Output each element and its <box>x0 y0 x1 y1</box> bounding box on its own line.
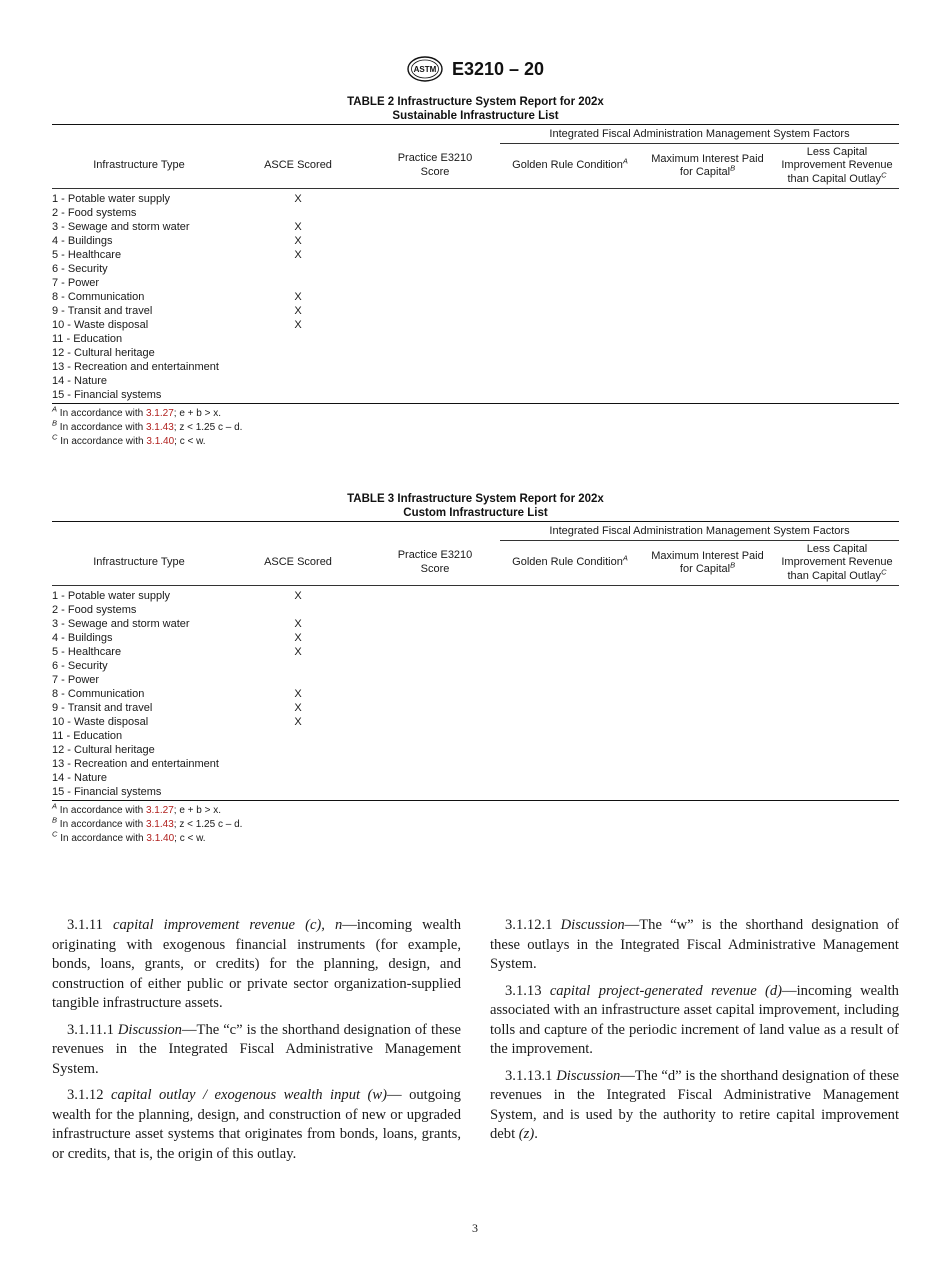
table-row <box>52 318 899 332</box>
table-row <box>52 374 899 388</box>
empty-cell <box>775 771 899 785</box>
empty-cell <box>640 631 775 645</box>
empty-cell <box>640 659 775 673</box>
empty-cell <box>500 374 640 388</box>
infrastructure-type-cell: 8 - Communication <box>52 291 145 303</box>
empty-cell <box>775 729 899 743</box>
empty-cell <box>640 318 775 332</box>
body-column-right <box>490 916 899 1152</box>
empty-cell <box>500 586 640 604</box>
empty-cell <box>640 189 775 207</box>
empty-cell <box>775 332 899 346</box>
empty-cell <box>500 673 640 687</box>
empty-cell <box>775 276 899 290</box>
empty-cell <box>500 645 640 659</box>
empty-cell <box>500 290 640 304</box>
empty-cell <box>500 603 640 617</box>
empty-cell <box>500 687 640 701</box>
empty-cell <box>775 346 899 360</box>
table-row <box>52 785 899 801</box>
standard-designation: E3210 – 20 <box>451 58 545 79</box>
infrastructure-type-cell: 14 - Nature <box>52 375 108 387</box>
table-title: TABLE 2 Infrastructure System Report for 202x <box>347 96 604 108</box>
empty-cell <box>640 374 775 388</box>
infrastructure-type-cell: 5 - Healthcare <box>52 249 122 261</box>
empty-cell <box>500 234 640 248</box>
table-row <box>52 715 899 729</box>
discussion-3-1-13-1: 3.1.13.1 Discussion—The “d” is the shorthand designation of these revenues in the Integrated Fiscal Administrative Management System, and is used by the authority to retire capital improvement debt (z). <box>490 1067 899 1142</box>
empty-cell <box>640 673 775 687</box>
empty-cell <box>640 360 775 374</box>
empty-cell <box>500 360 640 374</box>
empty-cell <box>370 757 500 771</box>
infrastructure-type-cell: 9 - Transit and travel <box>52 702 153 714</box>
report-table <box>52 521 899 801</box>
footnote: $^B$ In accordance with 3.1.43; z < 1.25 c – d. <box>52 815 243 830</box>
empty-cell <box>370 771 500 785</box>
footnote: $^C$ In accordance with 3.1.40; c < w. <box>52 432 206 447</box>
empty-cell <box>640 701 775 715</box>
table-row <box>52 586 899 604</box>
empty-cell <box>370 687 500 701</box>
col-golden-rule: Golden Rule Condition$^A$ <box>500 144 640 189</box>
table-row <box>52 743 899 757</box>
empty-cell <box>500 276 640 290</box>
table-row <box>52 304 899 318</box>
table-row <box>52 603 899 617</box>
empty-cell <box>775 603 899 617</box>
empty-cell <box>640 687 775 701</box>
asce-scored-cell: X <box>294 646 302 658</box>
empty-cell <box>640 617 775 631</box>
empty-cell <box>370 374 500 388</box>
asce-scored-cell <box>226 374 370 388</box>
asce-scored-cell <box>226 659 370 673</box>
empty-cell <box>500 248 640 262</box>
empty-cell <box>640 206 775 220</box>
asce-scored-cell: X <box>294 716 302 728</box>
empty-cell <box>370 189 500 207</box>
empty-cell <box>640 262 775 276</box>
table-row <box>52 659 899 673</box>
asce-scored-cell: X <box>294 618 302 630</box>
empty-cell <box>500 318 640 332</box>
group-header: Integrated Fiscal Administration Management System Factors <box>500 125 899 144</box>
table-row <box>52 332 899 346</box>
empty-cell <box>500 388 640 404</box>
section-reference-link[interactable]: 3.1.43 <box>145 422 174 433</box>
empty-cell <box>370 701 500 715</box>
infrastructure-type-cell: 2 - Food systems <box>52 604 137 616</box>
empty-cell <box>500 659 640 673</box>
col-practice-score: Practice E3210 Score <box>370 541 500 586</box>
table-row <box>52 248 899 262</box>
report-table <box>52 124 899 404</box>
discussion-3-1-12-1: 3.1.12.1 Discussion—The “w” is the shorthand designation of these outlays in the Integrated Fiscal Administrative Management System. <box>490 917 900 972</box>
infrastructure-type-cell: 7 - Power <box>52 674 100 686</box>
asce-scored-cell <box>226 206 370 220</box>
table-row <box>52 729 899 743</box>
empty-cell <box>500 332 640 346</box>
infrastructure-type-cell: 6 - Security <box>52 660 108 672</box>
table-row <box>52 645 899 659</box>
empty-cell <box>370 304 500 318</box>
table-row <box>52 360 899 374</box>
asce-scored-cell <box>226 332 370 346</box>
empty-cell <box>370 715 500 729</box>
table-row <box>52 276 899 290</box>
table-row <box>52 346 899 360</box>
empty-cell <box>640 388 775 404</box>
empty-cell <box>775 673 899 687</box>
empty-cell <box>640 771 775 785</box>
empty-cell <box>500 189 640 207</box>
section-reference-link[interactable]: 3.1.27 <box>145 408 174 419</box>
infrastructure-type-cell: 4 - Buildings <box>52 235 113 247</box>
table-footnotes <box>52 801 899 846</box>
table-row <box>52 771 899 785</box>
table-2 <box>52 95 899 449</box>
empty-cell <box>775 304 899 318</box>
group-header: Integrated Fiscal Administration Management System Factors <box>500 522 899 541</box>
asce-scored-cell <box>226 346 370 360</box>
infrastructure-type-cell: 15 - Financial systems <box>52 786 162 798</box>
empty-cell <box>775 757 899 771</box>
infrastructure-type-cell: 3 - Sewage and storm water <box>52 618 190 630</box>
empty-cell <box>775 631 899 645</box>
col-less-capital: Less Capital Improvement Revenue than Capital Outlay$^C$ <box>775 144 899 189</box>
empty-cell <box>370 743 500 757</box>
footnote: $^A$ In accordance with 3.1.27; e + b > x. <box>52 404 222 419</box>
definition-3-1-11: 3.1.11 capital improvement revenue (c), n—incoming wealth originating with exogenous financial instruments (for example, bonds, loans, grants, or credits) for the planning, design, and construction of either public or private sector organization-supplied tangible infrastructure assets. <box>52 917 461 1011</box>
table-row <box>52 234 899 248</box>
table-row <box>52 757 899 771</box>
table-subtitle: Sustainable Infrastructure List <box>392 110 559 122</box>
empty-cell <box>640 729 775 743</box>
asce-scored-cell <box>226 785 370 801</box>
asce-scored-cell <box>226 771 370 785</box>
infrastructure-type-cell: 12 - Cultural heritage <box>52 347 155 359</box>
page-number: 3 <box>472 1221 478 1235</box>
asce-scored-cell: X <box>294 702 302 714</box>
table-row <box>52 617 899 631</box>
section-reference-link[interactable]: 3.1.27 <box>145 805 174 816</box>
infrastructure-type-cell: 14 - Nature <box>52 772 108 784</box>
table-row <box>52 701 899 715</box>
asce-scored-cell: X <box>294 319 302 331</box>
col-max-interest: Maximum Interest Paid for Capital$^B$ <box>640 541 775 586</box>
asce-scored-cell: X <box>294 193 302 205</box>
infrastructure-type-cell: 11 - Education <box>52 333 123 345</box>
empty-cell <box>370 262 500 276</box>
empty-cell <box>775 248 899 262</box>
empty-cell <box>500 715 640 729</box>
infrastructure-type-cell: 15 - Financial systems <box>52 389 162 401</box>
empty-cell <box>640 248 775 262</box>
table-row <box>52 673 899 687</box>
table-title: TABLE 3 Infrastructure System Report for 202x <box>347 493 604 505</box>
empty-cell <box>370 318 500 332</box>
empty-cell <box>775 743 899 757</box>
empty-cell <box>775 206 899 220</box>
empty-cell <box>370 729 500 743</box>
col-asce-scored: ASCE Scored <box>226 541 370 586</box>
asce-scored-cell: X <box>294 249 302 261</box>
col-golden-rule: Golden Rule Condition$^A$ <box>500 541 640 586</box>
table-row <box>52 220 899 234</box>
table-row <box>52 631 899 645</box>
table-row <box>52 262 899 276</box>
empty-cell <box>500 743 640 757</box>
empty-cell <box>775 388 899 404</box>
empty-cell <box>370 631 500 645</box>
empty-cell <box>500 262 640 276</box>
col-max-interest: Maximum Interest Paid for Capital$^B$ <box>640 144 775 189</box>
footnote: $^A$ In accordance with 3.1.27; e + b > x. <box>52 801 222 816</box>
asce-scored-cell: X <box>294 590 302 602</box>
empty-cell <box>370 220 500 234</box>
infrastructure-type-cell: 13 - Recreation and entertainment <box>52 361 219 373</box>
astm-logo-icon <box>406 56 444 82</box>
definition-3-1-12: 3.1.12 capital outlay / exogenous wealth input (w)— outgoing wealth for the planning, design, and construction of new or upgraded infrastructure asset systems that originates from bonds, loans, grants, or credits, that is, the origin of this outlay. <box>52 1087 461 1162</box>
col-infrastructure-type: Infrastructure Type <box>52 541 226 586</box>
empty-cell <box>370 332 500 346</box>
empty-cell <box>640 234 775 248</box>
infrastructure-type-cell: 2 - Food systems <box>52 207 137 219</box>
asce-scored-cell <box>226 262 370 276</box>
infrastructure-type-cell: 6 - Security <box>52 263 108 275</box>
table-row <box>52 388 899 404</box>
empty-cell <box>370 206 500 220</box>
empty-cell <box>640 785 775 801</box>
empty-cell <box>640 332 775 346</box>
empty-cell <box>500 771 640 785</box>
asce-scored-cell <box>226 603 370 617</box>
empty-cell <box>775 617 899 631</box>
infrastructure-type-cell: 1 - Potable water supply <box>52 590 171 602</box>
empty-cell <box>370 603 500 617</box>
empty-cell <box>775 586 899 604</box>
infrastructure-type-cell: 5 - Healthcare <box>52 646 122 658</box>
infrastructure-type-cell: 9 - Transit and travel <box>52 305 153 317</box>
empty-cell <box>500 304 640 318</box>
infrastructure-type-cell: 7 - Power <box>52 277 100 289</box>
empty-cell <box>500 617 640 631</box>
infrastructure-type-cell: 4 - Buildings <box>52 632 113 644</box>
empty-cell <box>775 715 899 729</box>
empty-cell <box>370 234 500 248</box>
asce-scored-cell: X <box>294 221 302 233</box>
asce-scored-cell: X <box>294 291 302 303</box>
body-column-left <box>52 916 461 1171</box>
infrastructure-type-cell: 11 - Education <box>52 730 123 742</box>
asce-scored-cell <box>226 673 370 687</box>
table-subtitle: Custom Infrastructure List <box>403 507 548 519</box>
infrastructure-type-cell: 13 - Recreation and entertainment <box>52 758 219 770</box>
infrastructure-type-cell: 10 - Waste disposal <box>52 716 149 728</box>
empty-cell <box>775 785 899 801</box>
col-asce-scored: ASCE Scored <box>226 144 370 189</box>
definition-3-1-13: 3.1.13 capital project-generated revenue (d)—incoming wealth associated with an infrastructure asset capital improvement, including tolls and capture of the periodic increment of land value as a result of the improvement. <box>490 982 899 1057</box>
empty-cell <box>775 290 899 304</box>
table-row <box>52 687 899 701</box>
empty-cell <box>640 220 775 234</box>
empty-cell <box>500 785 640 801</box>
empty-cell <box>370 659 500 673</box>
empty-cell <box>640 603 775 617</box>
infrastructure-type-cell: 1 - Potable water supply <box>52 193 171 205</box>
empty-cell <box>640 757 775 771</box>
empty-cell <box>775 360 899 374</box>
empty-cell <box>370 360 500 374</box>
asce-scored-cell <box>226 757 370 771</box>
empty-cell <box>775 645 899 659</box>
table-row <box>52 206 899 220</box>
discussion-3-1-11-1: 3.1.11.1 Discussion—The “c” is the shorthand designation of these revenues in the Integrated Fiscal Administrative Management System. <box>52 1021 462 1077</box>
footnote: $^C$ In accordance with 3.1.40; c < w. <box>52 829 206 844</box>
table-caption <box>52 95 899 123</box>
empty-cell <box>640 743 775 757</box>
section-reference-link[interactable]: 3.1.40 <box>146 833 175 844</box>
asce-scored-cell <box>226 388 370 404</box>
table-row <box>52 189 899 207</box>
empty-cell <box>370 673 500 687</box>
empty-cell <box>775 701 899 715</box>
empty-cell <box>775 220 899 234</box>
empty-cell <box>370 645 500 659</box>
table-footnotes <box>52 404 899 449</box>
table-3 <box>52 492 899 846</box>
empty-cell <box>370 248 500 262</box>
empty-cell <box>370 586 500 604</box>
empty-cell <box>775 659 899 673</box>
col-practice-score: Practice E3210 Score <box>370 144 500 189</box>
asce-scored-cell: X <box>294 632 302 644</box>
infrastructure-type-cell: 8 - Communication <box>52 688 145 700</box>
empty-cell <box>370 276 500 290</box>
empty-cell <box>370 290 500 304</box>
empty-cell <box>640 290 775 304</box>
asce-scored-cell <box>226 729 370 743</box>
col-infrastructure-type: Infrastructure Type <box>52 144 226 189</box>
table-row <box>52 290 899 304</box>
empty-cell <box>500 701 640 715</box>
infrastructure-type-cell: 10 - Waste disposal <box>52 319 149 331</box>
asce-scored-cell: X <box>294 305 302 317</box>
asce-scored-cell: X <box>294 688 302 700</box>
empty-cell <box>500 757 640 771</box>
empty-cell <box>775 374 899 388</box>
section-reference-link[interactable]: 3.1.40 <box>146 436 175 447</box>
empty-cell <box>640 645 775 659</box>
empty-cell <box>640 715 775 729</box>
empty-cell <box>775 318 899 332</box>
empty-cell <box>500 631 640 645</box>
empty-cell <box>775 687 899 701</box>
empty-cell <box>640 346 775 360</box>
empty-cell <box>370 346 500 360</box>
table-caption <box>52 492 899 520</box>
empty-cell <box>775 262 899 276</box>
empty-cell <box>775 234 899 248</box>
empty-cell <box>500 220 640 234</box>
empty-cell <box>370 388 500 404</box>
asce-scored-cell: X <box>294 235 302 247</box>
asce-scored-cell <box>226 276 370 290</box>
infrastructure-type-cell: 12 - Cultural heritage <box>52 744 155 756</box>
empty-cell <box>640 586 775 604</box>
empty-cell <box>500 206 640 220</box>
section-reference-link[interactable]: 3.1.43 <box>145 819 174 830</box>
document-header <box>0 56 950 82</box>
empty-cell <box>500 346 640 360</box>
asce-scored-cell <box>226 360 370 374</box>
empty-cell <box>370 785 500 801</box>
logo-text: ASTM <box>413 65 437 74</box>
infrastructure-type-cell: 3 - Sewage and storm water <box>52 221 190 233</box>
empty-cell <box>640 304 775 318</box>
empty-cell <box>640 276 775 290</box>
empty-cell <box>775 189 899 207</box>
col-less-capital: Less Capital Improvement Revenue than Capital Outlay$^C$ <box>775 541 899 586</box>
footnote: $^B$ In accordance with 3.1.43; z < 1.25 c – d. <box>52 418 243 433</box>
empty-cell <box>500 729 640 743</box>
asce-scored-cell <box>226 743 370 757</box>
empty-cell <box>370 617 500 631</box>
